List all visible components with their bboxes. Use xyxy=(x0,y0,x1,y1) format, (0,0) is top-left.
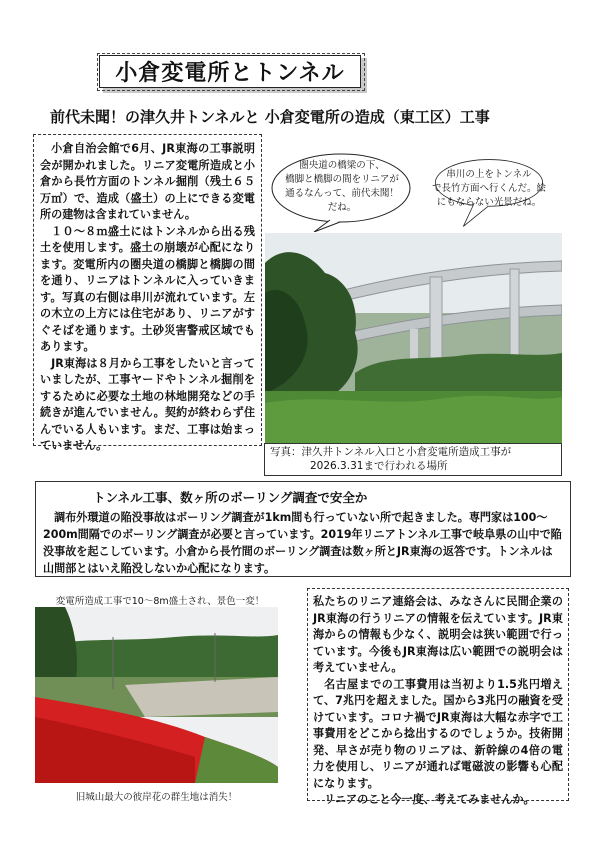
title-box xyxy=(99,55,361,88)
photo-caption-line-2: 2026.3.31まで行われる場所 xyxy=(310,460,448,472)
left-paragraph-3: JR東海は８月から工事をしたいと言っていましたが、工事ヤードやトンネル掘削をするために必要な土地の林地開発などの手続きが進んでいません。契約が終わらず住んでいる人もいます。まだ、工事は始まっていません。 xyxy=(40,356,255,452)
right-paragraph-3: リニアのこと今一度、考えてみませんか。 xyxy=(324,793,535,806)
photo2-caption-top: 変電所造成工事で10～8m盛土され、景色一変！ xyxy=(55,596,265,607)
speech-bubble-right-text xyxy=(422,168,556,210)
bubble-left-line-1: 圏央道の橋梁の下、 xyxy=(299,160,385,171)
bubble-right-line-1: 串川の上をトンネル xyxy=(446,169,532,180)
bubble-left-line-3: 通るなんって、前代未聞！ xyxy=(285,188,399,199)
bubble-left-line-4: だね。 xyxy=(327,202,357,213)
boring-heading: トンネル工事、数ヶ所のボーリング調査で安全か xyxy=(93,490,368,505)
photo-landfill-site xyxy=(35,607,278,783)
speech-bubble-left-text xyxy=(272,159,412,215)
photo-caption-line-1: 写真：津久井トンネル入口と小倉変電所造成工事が xyxy=(270,446,512,458)
left-article xyxy=(33,134,262,452)
bubble-right-line-3: にもならない光景だね。 xyxy=(436,197,542,208)
photo2-caption-bottom: 旧城山最大の彼岸花の群生地は消失！ xyxy=(75,792,238,803)
right-article xyxy=(307,588,569,806)
bubble-left-line-2: 橋脚と橋脚の間をリニアが xyxy=(285,174,399,185)
page-title: 小倉変電所とトンネル xyxy=(115,61,345,86)
left-paragraph-1: 小倉自治会館で6月、JR東海の工事説明会が開かれました。リニア変電所造成と小倉から長竹方面のトンネル掘削（残土６５万㎥）で、造成（盛土）の上にできる変電所の建物は含まれていません。 xyxy=(40,142,255,221)
page-subtitle: 前代未聞！の津久井トンネルと 小倉変電所の造成（東工区）工事 xyxy=(50,108,490,126)
boring-survey-box xyxy=(35,481,571,577)
left-paragraph-2: １０～８ｍ盛土にはトンネルから出る残土を使用します。盛土の崩壊が心配になります。変電所内の圏央道の橋脚と橋脚の間を通り、リニアはトンネルに入っていきます。写真の右側は串川が流れています。左の木立の上方には住宅があり、リニアがすぐそばを通ります。土砂災害警戒区域でもあります。 xyxy=(40,224,255,353)
photo-caption xyxy=(264,443,562,476)
right-paragraph-2: 名古屋までの工事費用は当初より1.5兆円増えて、7兆円を超えました。国から3兆円の融資を受けています。コロナ禍でJR東海は大幅な赤字で工事費用をどこから捻出するのでしょうか。技術開発、早さが売り物のリニアは、新幹線の4倍の電力を使用し、リニアが通れば電磁波の影響も心配になります。 xyxy=(313,677,563,790)
boring-text: 調布外環道の陥没事故はボーリング調査が1km間も行っていない所で起きました。専門家は100～200m間隔でのボーリング調査が必要と言っています。2019年リニアトンネル工事で岐阜県の山中で陥没事故を起こしています。小倉から長竹間のボーリング調査は数ヶ所とJR東海の返答です。トンネルは山間部とはいえ陥没しないか心配になります。 xyxy=(43,511,562,575)
photo-tunnel-site xyxy=(265,233,562,443)
right-paragraph-1: 私たちのリニア連絡会は、みなさんに民間企業のJR東海の行うリニアの情報を伝えています。JR東海からの情報も少なく、説明会は狭い範囲で行っています。今後もJR東海は広い範囲での説明会は考えていません。 xyxy=(313,595,563,674)
bubble-right-line-2: で長竹方面へ行くんだ。絵 xyxy=(431,183,546,194)
